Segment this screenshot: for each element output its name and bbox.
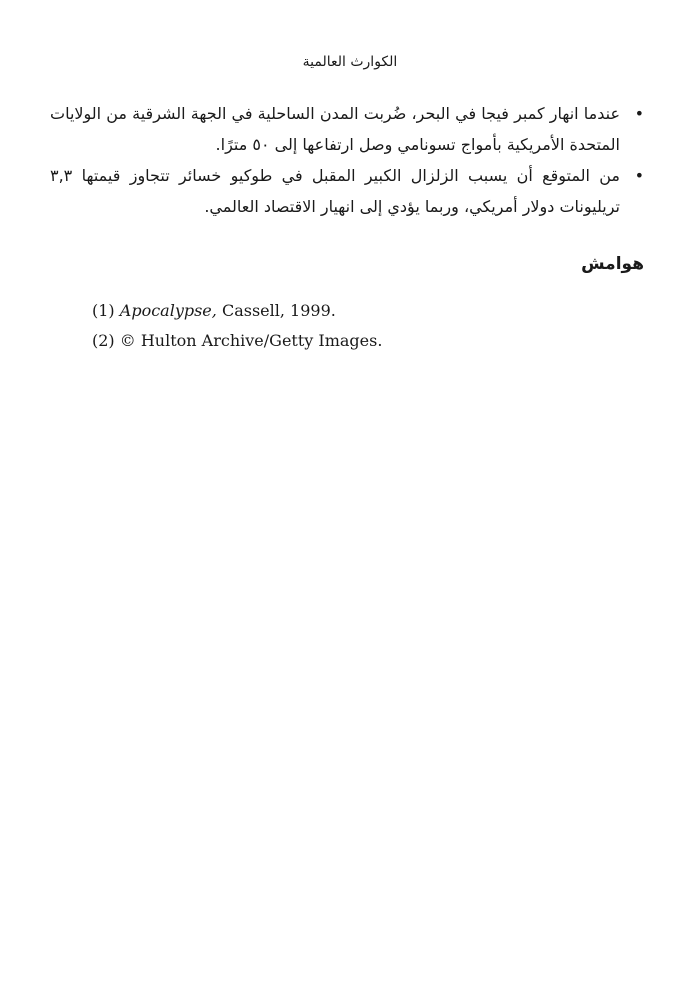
bullet-item xyxy=(50,160,646,222)
bullet-icon: • xyxy=(634,166,644,185)
footnote-text: Cassell, 1999. xyxy=(221,301,336,320)
bullet-text: من المتوقع أن يسبب الزلزال الكبير المقبل في طوكيو خسائر تتجاوز قيمتها ٣,٣ تريليونات دولار أمريكي، وربما يؤدي إلى انهيار الاقتصاد العالمي. xyxy=(50,166,620,216)
running-header: الكوارث العالمية xyxy=(302,54,398,70)
footnote-number: (1) xyxy=(92,301,115,320)
footnote-item xyxy=(92,296,652,326)
footnotes-heading: هوامش xyxy=(581,254,644,274)
bullet-text: عندما انهار كمبر فيجا في البحر، ضُربت المدن الساحلية في الجهة الشرقية من الولايات المتحدة الأمريكية بأمواج تسونامي وصل ارتفاعها إلى ٥٠ مترًا. xyxy=(50,104,620,154)
footnote-item xyxy=(92,326,652,356)
bullet-list xyxy=(50,98,646,222)
bullet-icon: • xyxy=(634,104,644,123)
footnotes-list xyxy=(92,296,652,356)
footnote-book-title: Apocalypse, xyxy=(119,301,217,320)
footnote-text: © Hulton Archive/Getty Images. xyxy=(119,331,383,350)
footnote-number: (2) xyxy=(92,331,115,350)
bullet-item xyxy=(50,98,646,160)
